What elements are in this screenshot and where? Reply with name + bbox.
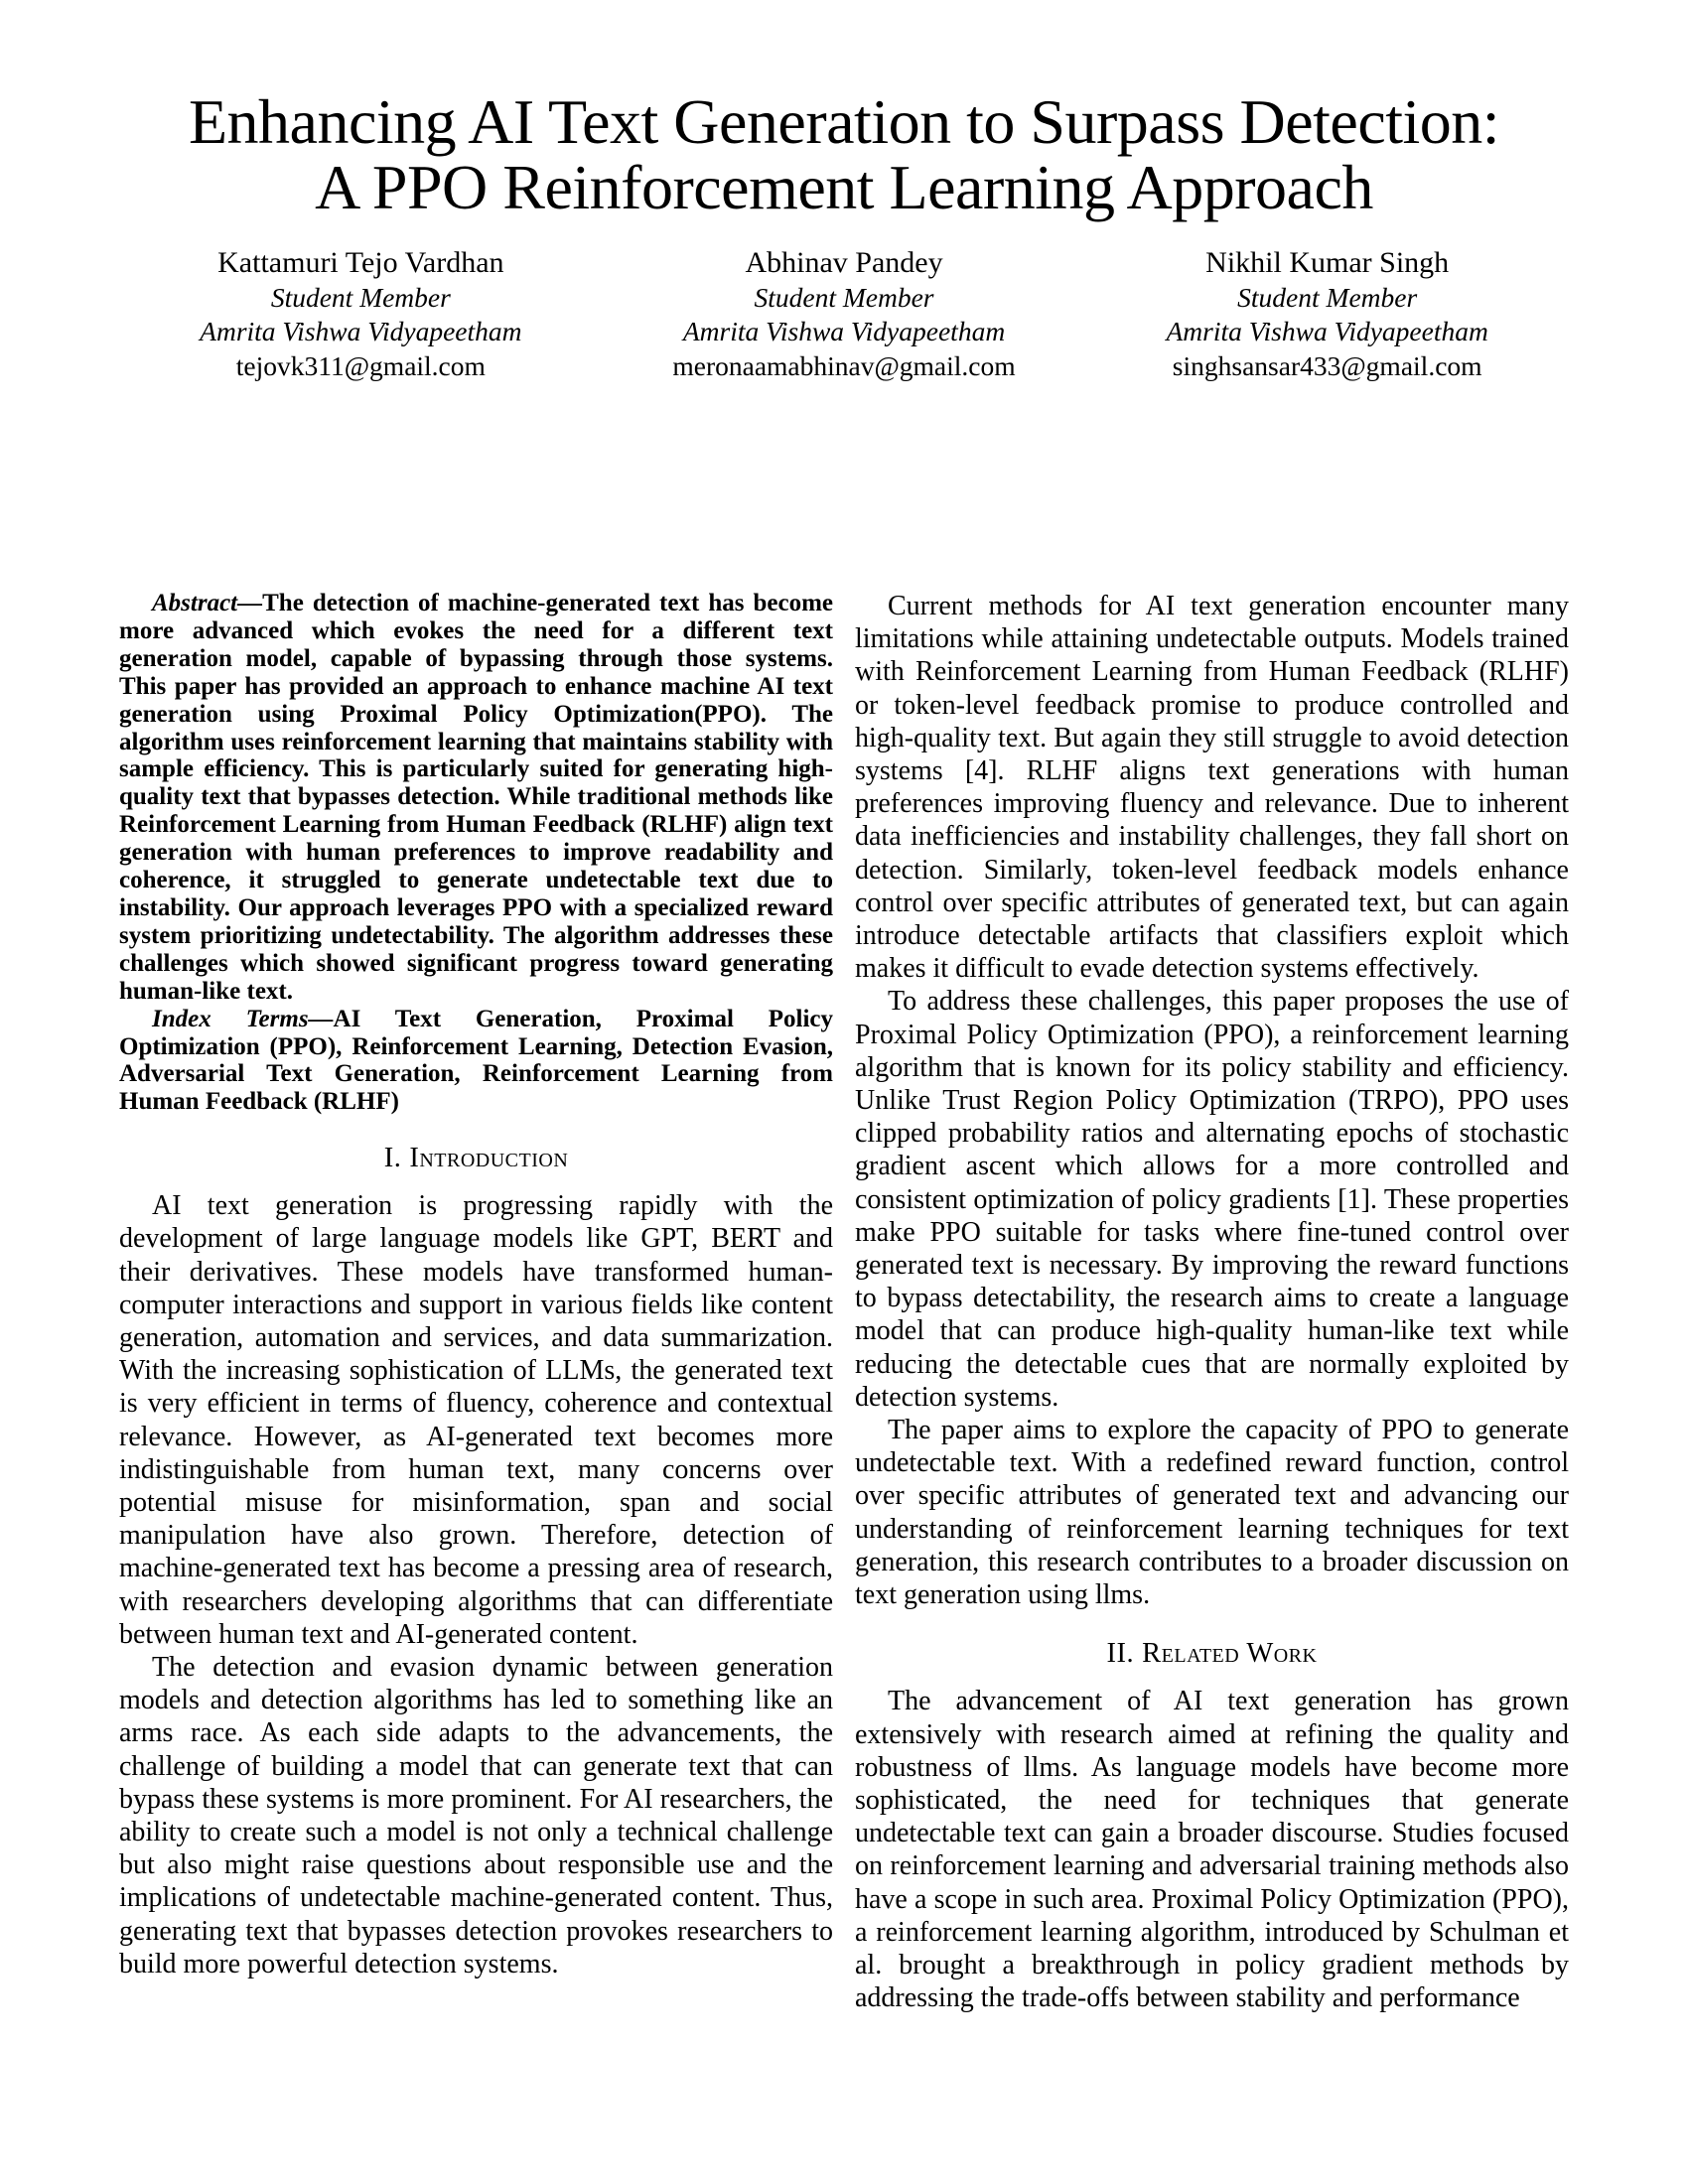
introduction-paragraph-3: Current methods for AI text generation encounter many limitations while attaining undetectable outputs. Models trained with Reinforcement Learning from Human Feedback (RLHF) or token-level feedback promise to produce controlled and high-quality text. But again they still struggle to avoid detection systems [4]. RLHF aligns text generations with human preferences improving fluency and relevance. Due to inherent data inefficiencies and instability challenges, they fall short on detection. Similarly, token-level feedback models enhance control over specific attributes of generated text, but can again introduce detectable artifacts that classifiers exploit which makes it difficult to evade detection systems effectively. <box>855 591 1569 985</box>
introduction-paragraph-2: The detection and evasion dynamic between generation models and detection algorithms has led to something like an arms race. As each side adapts to the advancements, the challenge of building a model that can generate text that can bypass these systems is more prominent. For AI researchers, the ability to create such a model is not only a technical challenge but also might raise questions about responsible use and the implications of undetectable machine-generated content. Thus, generating text that bypasses detection provokes researchers to build more powerful detection systems. <box>119 1652 833 1979</box>
section-title-introduction: Introduction <box>409 1143 569 1174</box>
section-heading-introduction <box>119 1143 833 1174</box>
author-3-name: Nikhil Kumar Singh <box>1205 246 1450 279</box>
related-work-paragraph-1: The advancement of AI text generation has grown extensively with research aimed at refining the quality and robustness of llms. As language models have become more sophisticated, the need for techniques that generate undetectable text can gain a broader discourse. Studies focused on reinforcement learning and adversarial training methods also have a scope in such area. Proximal Policy Optimization (PPO), a reinforcement learning algorithm, introduced by Schulman et al. brought a breakthrough in policy gradient methods by addressing the trade-offs between stability and performance <box>855 1686 1569 2014</box>
author-block <box>119 246 1569 383</box>
author-2-name: Abhinav Pandey <box>745 246 943 279</box>
author-1-role: Student Member <box>270 281 451 313</box>
paper-title <box>119 86 1569 222</box>
author-2-role: Student Member <box>754 281 934 313</box>
index-terms-text: AI Text Generation, Proximal Policy Optimization (PPO), Reinforcement Learning, Detection Evasion, Adversarial Text Generation, Reinforcement Learning from Human Feedback (RLHF) <box>119 1005 833 1116</box>
author-1-email: tejovk311@gmail.com <box>235 349 486 381</box>
two-column-body <box>119 590 1569 2014</box>
author-3-role: Student Member <box>1237 281 1418 313</box>
author-1 <box>119 246 603 383</box>
abstract-text: The detection of machine-generated text has become more advanced which evokes the need for a different text generation model, capable of bypassing through those systems. This paper has provided an approach to enhance machine AI text generation using Proximal Policy Optimization(PPO). The algorithm uses reinforcement learning that maintains stability with sample efficiency. This is particularly suited for generating high-quality text that bypasses detection. While traditional methods like Reinforcement Learning from Human Feedback (RLHF) align text generation with human preferences to improve readability and coherence, it struggled to generate undetectable text due to instability. Our approach leverages PPO with a specialized reward system prioritizing undetectability. The algorithm addresses these challenges which showed significant progress toward generating human-like text. <box>119 590 833 1005</box>
index-terms-paragraph <box>119 1006 833 1117</box>
author-3-affiliation: Amrita Vishwa Vidyapeetham <box>1166 316 1488 346</box>
author-2-email: meronaamabhinav@gmail.com <box>672 349 1016 381</box>
author-1-name: Kattamuri Tejo Vardhan <box>217 246 504 279</box>
author-2 <box>603 246 1086 383</box>
author-1-affiliation: Amrita Vishwa Vidyapeetham <box>200 316 522 346</box>
author-2-affiliation: Amrita Vishwa Vidyapeetham <box>682 316 1006 346</box>
paper-title-line2: A PPO Reinforcement Learning Approach <box>315 152 1373 222</box>
section-number-introduction: I. <box>383 1143 402 1174</box>
section-heading-related-work <box>855 1638 1569 1670</box>
paper-title-line1: Enhancing AI Text Generation to Surpass Detection: <box>188 86 1500 157</box>
left-column <box>119 590 833 2014</box>
index-terms-label: Index Terms— <box>152 1005 334 1032</box>
section-title-related-work: Related Work <box>1142 1638 1318 1670</box>
abstract-label: Abstract— <box>152 590 263 616</box>
author-3 <box>1085 246 1569 383</box>
right-column <box>855 590 1569 2014</box>
introduction-paragraph-5: The paper aims to explore the capacity of PPO to generate undetectable text. With a redefined reward function, control over specific attributes of generated text and advancing our understanding of reinforcement learning techniques for text generation, this research contributes to a broader discussion on text generation using llms. <box>855 1415 1569 1611</box>
introduction-paragraph-1: AI text generation is progressing rapidly with the development of large language models like GPT, BERT and their derivatives. These models have transformed human-computer interactions and support in various fields like content generation, automation and services, and data summarization. With the increasing sophistication of LLMs, the generated text is very efficient in terms of fluency, coherence and contextual relevance. However, as AI-generated text becomes more indistinguishable from human text, many concerns over potential misuse for misinformation, span and social manipulation have also grown. Therefore, detection of machine-generated text has become a pressing area of research, with researchers developing algorithms that can differentiate between human text and AI-generated content. <box>119 1190 833 1650</box>
section-number-related-work: II. <box>1106 1638 1135 1670</box>
introduction-paragraph-4: To address these challenges, this paper proposes the use of Proximal Policy Optimization (PPO), a reinforcement learning algorithm that is known for its policy stability and efficiency. Unlike Trust Region Policy Optimization (TRPO), PPO uses clipped probability ratios and alternating epochs of stochastic gradient ascent which allows for a more controlled and consistent optimization of policy gradients [1]. These properties make PPO suitable for tasks where fine-tuned control over generated text is necessary. By improving the reward functions to bypass detectability, the research aims to create a language model that can produce high-quality human-like text while reducing the detectable cues that are normally exploited by detection systems. <box>855 986 1569 1413</box>
abstract-paragraph <box>119 590 833 1006</box>
author-3-email: singhsansar433@gmail.com <box>1172 349 1482 381</box>
